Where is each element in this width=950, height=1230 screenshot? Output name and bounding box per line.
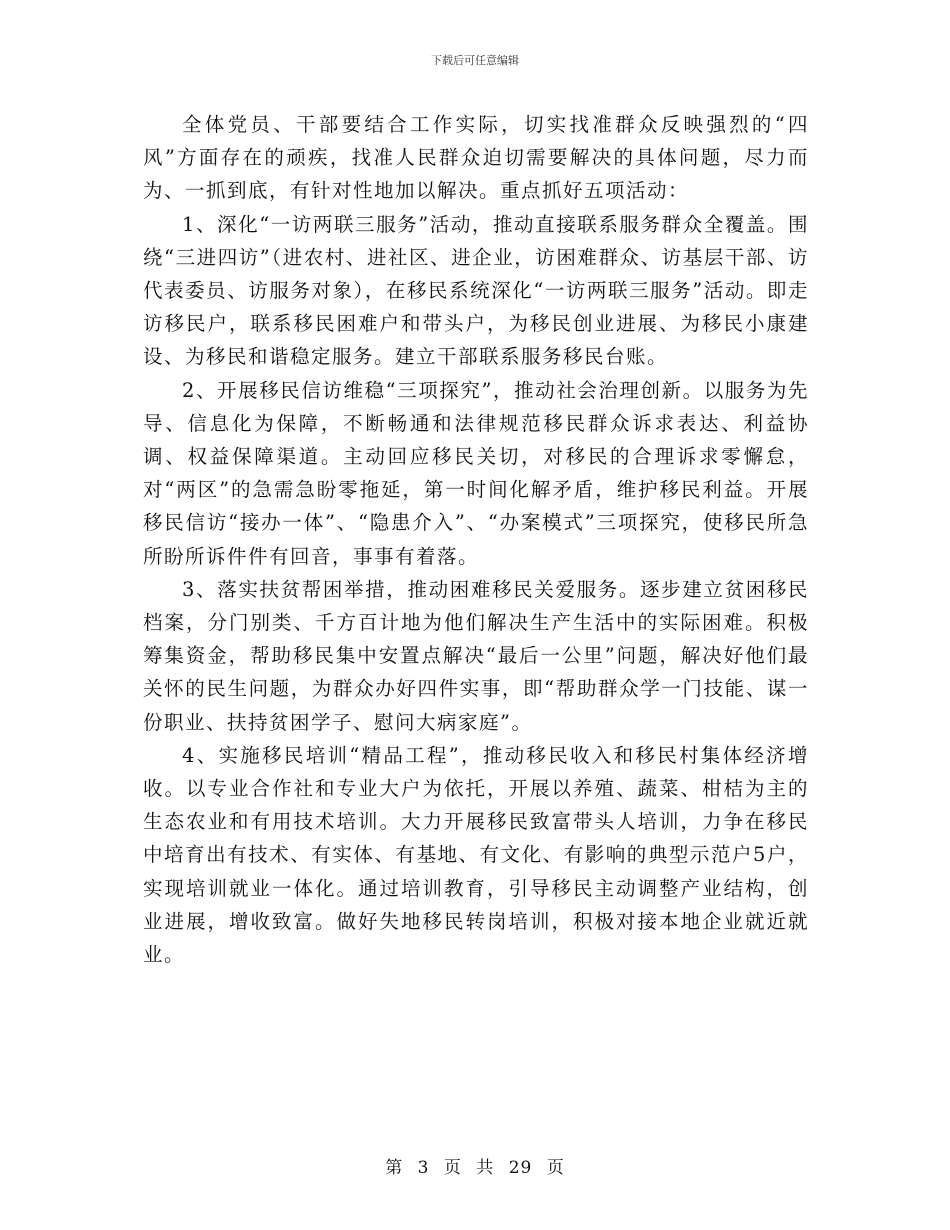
page-header: 下载后可任意编辑 bbox=[431, 54, 519, 67]
footer-current-page: 3 bbox=[417, 1158, 430, 1178]
paragraph-item-2: 2、开展移民信访维稳“三项探究”，推动社会治理创新。以服务为先导、信息化为保障，不断畅通和法律规范移民群众诉求表达、利益协调、权益保障渠道。主动回应移民关切，对移民的合理诉求零懈怠，对“两区”的急需急盼零拖延，第一时间化解矛盾，维护移民利益。开展移民信访“接办一体”、“隐患介入”、“办案模式”三项探究，使移民所急所盼所诉件件有回音，事事有着落。 bbox=[143, 378, 809, 568]
page-footer bbox=[0, 1153, 950, 1178]
paragraph-item-1: 1、深化“一访两联三服务”活动，推动直接联系服务群众全覆盖。围绕“三进四访”（进农村、进社区、进企业，访困难群众、访基层干部、访代表委员、访服务对象），在移民系统深化“一访两联三服务”活动。即走访移民户，联系移民困难户和带头户，为移民创业进展、为移民小康建设、为移民和谐稳定服务。建立干部联系服务移民台账。 bbox=[143, 212, 809, 369]
footer-page-unit: 页 bbox=[443, 1158, 462, 1178]
paragraph-item-4: 4、实施移民培训“精品工程”，推动移民收入和移民村集体经济增收。以专业合作社和专业大户为依托，开展以养殖、蔬菜、柑桔为主的生态农业和有用技术培训。大力开展移民致富带头人培训，力争在移民中培育出有技术、有实体、有基地、有文化、有影响的典型示范户5户，实现培训就业一体化。通过培训教育，引导移民主动调整产业结构，创业进展，增收致富。做好失地移民转岗培训，积极对接本地企业就近就业。 bbox=[143, 743, 809, 967]
document-body bbox=[143, 108, 809, 971]
footer-prefix: 第 bbox=[385, 1158, 404, 1178]
paragraph-intro: 全体党员、干部要结合工作实际，切实找准群众反映强烈的“四风”方面存在的顽疾，找准人民群众迫切需要解决的具体问题，尽力而为、一抓到底，有针对性地加以解决。重点抓好五项活动： bbox=[143, 113, 809, 203]
footer-total-pages: 29 bbox=[508, 1158, 533, 1178]
paragraph-item-3: 3、落实扶贫帮困举措，推动困难移民关爱服务。逐步建立贫困移民档案，分门别类、千方百计地为他们解决生产生活中的实际困难。积极筹集资金，帮助移民集中安置点解决“最后一公里”问题，解决好他们最关怀的民生问题，为群众办好四件实事，即“帮助群众学一门技能、谋一份职业、扶持贫困学子、慰问大病家庭”。 bbox=[143, 577, 809, 734]
footer-total-unit: 页 bbox=[546, 1158, 565, 1178]
footer-total-prefix: 共 bbox=[476, 1158, 495, 1178]
